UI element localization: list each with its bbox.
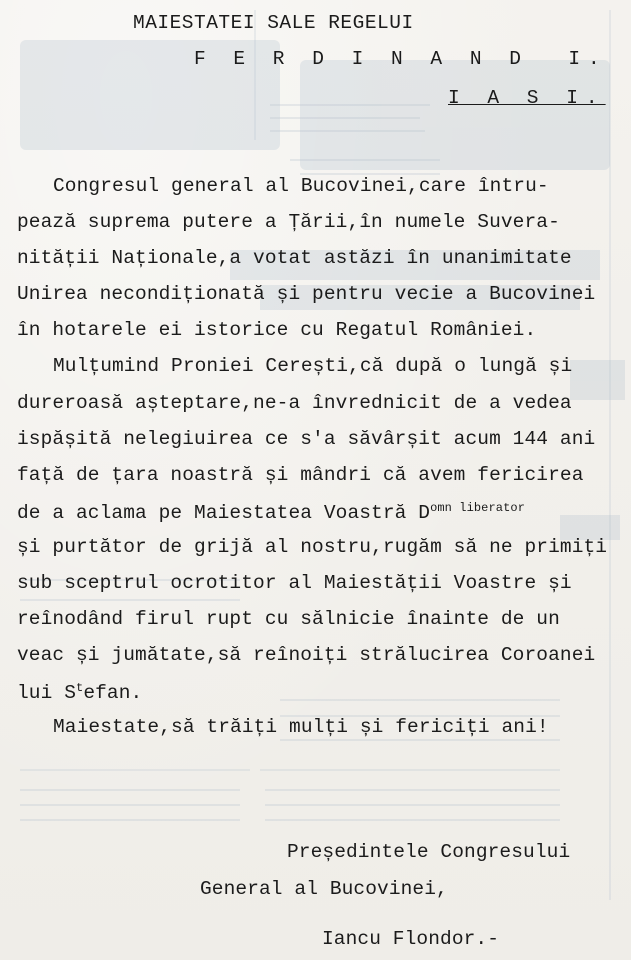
text-line: pează suprema putere a Țării,în numele Suvera- <box>17 211 560 233</box>
text-line: în hotarele ei istorice cu Regatul României. <box>17 319 537 341</box>
text-line <box>17 682 142 704</box>
text-line: reînodând firul rupt cu sălnicie înainte de un <box>17 608 560 630</box>
text-segment: efan. <box>83 682 143 704</box>
text-line <box>17 502 525 524</box>
superscript-t: t <box>76 681 84 695</box>
text-segment: lui S <box>17 682 77 704</box>
address-line-2: F E R D I N A N D I. <box>194 48 608 70</box>
text-line: Unirea necondiționată și pentru vecie a Bucovinei <box>17 283 596 305</box>
address-city: I A S I. <box>448 87 606 109</box>
signature-name: Iancu Flondor.- <box>322 928 500 950</box>
text-line: sub sceptrul ocrotitor al Maiestății Voastre și <box>17 572 572 594</box>
signature-title-1: Președintele Congresului <box>287 841 571 863</box>
text-line: dureroasă așteptare,ne-a învrednicit de a vedea <box>17 392 572 414</box>
address-line-1: MAIESTATEI SALE REGELUI <box>133 12 414 34</box>
text-line: veac și jumătate,să reînoiți strălucirea Coroanei <box>17 644 596 666</box>
signature-title-2: General al Bucovinei, <box>200 878 448 900</box>
text-line: și purtător de grijă al nostru,rugăm să ne primiți <box>17 536 608 558</box>
text-line: Mulțumind Proniei Cerești,că după o lungă și <box>53 355 573 377</box>
text-line: Congresul general al Bucovinei,care întru- <box>53 175 549 197</box>
text-segment: de a aclama pe Maiestatea Voastră D <box>17 502 431 524</box>
text-line: nității Naționale,a votat astăzi în unanimitate <box>17 247 572 269</box>
text-line: ispășită nelegiuirea ce s'a săvârșit acum 144 ani <box>17 428 596 450</box>
superscript-o: omn liberator <box>430 501 525 515</box>
text-line: față de țara noastră și mândri că avem fericirea <box>17 464 584 486</box>
closing-line: Maiestate,să trăiți mulți și fericiți ani! <box>53 716 549 738</box>
